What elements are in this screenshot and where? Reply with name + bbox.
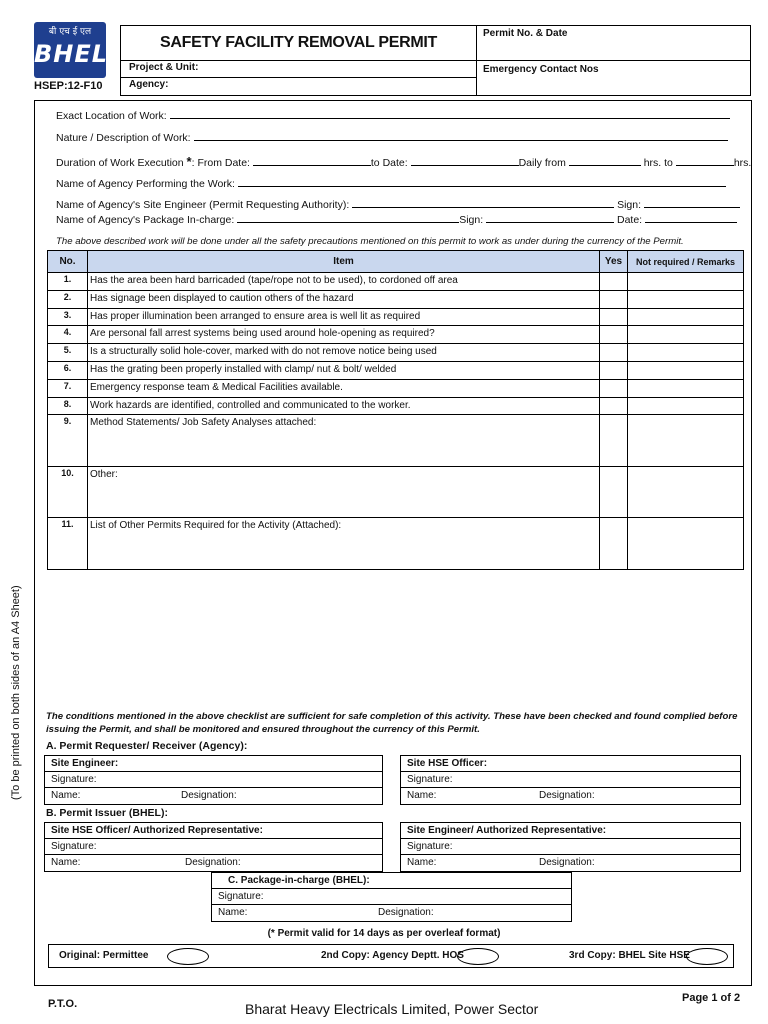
row-number: 11. [48,518,88,570]
table-row [48,344,744,362]
row-item: Is a structurally solid hole-cover, marked with do not remove notice being used [88,344,600,362]
to-date-label: to Date: [370,157,408,169]
row-number: 9. [48,415,88,467]
emergency-contact-field[interactable]: Emergency Contact Nos [483,64,599,75]
section-c-signature[interactable]: Signature: [212,889,571,905]
row-number: 4. [48,326,88,344]
table-row [48,308,744,326]
section-a-left-heading: Site Engineer: [45,756,382,772]
package-incharge-input[interactable] [237,213,459,223]
permit-no-field[interactable]: Permit No. & Date [477,26,751,61]
table-header-row [48,251,744,273]
footer-company: Bharat Heavy Electricals Limited, Power Sector [245,1001,539,1017]
date-label: Date: [616,214,643,226]
logo-mark: BHEL [34,40,109,68]
name-label: Name: [218,907,248,918]
section-a-title: A. Permit Requester/ Receiver (Agency): [46,740,248,752]
print-side-note: (To be printed on both sides of an A4 Sheet) [10,585,22,800]
copy-original-label: Original: Permittee [59,950,149,961]
row-remarks-cell[interactable] [628,308,744,326]
row-yes-cell[interactable] [600,397,628,415]
table-row [48,415,744,467]
site-engineer-label: Name of Agency's Site Engineer (Permit Requesting Authority): [56,199,350,211]
row-yes-cell[interactable] [600,273,628,291]
table-row [48,361,744,379]
section-a-left-signature[interactable]: Signature: [45,772,382,788]
exact-location-row [56,109,730,122]
nature-input[interactable] [194,131,728,141]
section-b-left-heading: Site HSE Officer/ Authorized Representative: [45,823,382,839]
row-number: 10. [48,466,88,518]
copy-third-label: 3rd Copy: BHEL Site HSE [569,950,690,961]
exact-location-label: Exact Location of Work: [56,110,167,122]
header-item: Item [88,251,600,273]
row-remarks-cell[interactable] [628,415,744,467]
row-yes-cell[interactable] [600,308,628,326]
row-number: 2. [48,290,88,308]
document-code: HSEP:12-F10 [34,80,103,92]
row-remarks-cell[interactable] [628,273,744,291]
section-b-right-signature[interactable]: Signature: [401,839,740,855]
header-table [120,25,751,96]
section-c-heading: C. Package-in-charge (BHEL): [212,873,571,889]
row-remarks-cell[interactable] [628,361,744,379]
daily-from-input[interactable] [569,156,641,166]
section-a-right-signature[interactable]: Signature: [401,772,740,788]
page-title: SAFETY FACILITY REMOVAL PERMIT [121,26,477,61]
row-item: Has the grating been properly installed with clamp/ nut & bolt/ welded [88,361,600,379]
agency-name-input[interactable] [238,177,726,187]
row-number: 7. [48,379,88,397]
copy-distribution-box [48,944,734,968]
row-yes-cell[interactable] [600,326,628,344]
agency-name-label: Name of Agency Performing the Work: [56,178,235,190]
sign2-input[interactable] [486,213,614,223]
row-number: 5. [48,344,88,362]
bhel-logo [34,22,109,78]
name-label: Name: [51,790,81,801]
designation-label: Designation: [378,907,434,918]
copy-second-checkbox[interactable] [457,948,499,965]
notice-text: The above described work will be done under all the safety precautions mentioned on this permit to work as under during the currency of the Permit. [56,236,684,247]
checklist-table [47,250,744,570]
section-a-right-heading: Site HSE Officer: [401,756,740,772]
row-yes-cell[interactable] [600,290,628,308]
exact-location-input[interactable] [170,109,730,119]
designation-label: Designation: [539,857,595,868]
row-remarks-cell[interactable] [628,518,744,570]
nature-label: Nature / Description of Work: [56,132,191,144]
section-a-left-box [44,755,383,805]
hrs-to-input[interactable] [676,156,734,166]
conditions-text: The conditions mentioned in the above checklist are sufficient for safe completion of this activity. These have been checked and found complied before issuing the Permit, and shall be monitored and ensured throughout the currency of this Permit. [46,711,738,735]
row-item: Has signage been displayed to caution others of the hazard [88,290,600,308]
hrs-to-label: hrs. to [643,157,673,169]
designation-label: Designation: [539,790,595,801]
copy-third-checkbox[interactable] [686,948,728,965]
row-yes-cell[interactable] [600,361,628,379]
row-remarks-cell[interactable] [628,379,744,397]
row-remarks-cell[interactable] [628,290,744,308]
sign1-label: Sign: [617,199,642,211]
duration-label: Duration of Work Execution [56,157,184,169]
row-yes-cell[interactable] [600,379,628,397]
section-b-left-name-row[interactable] [45,855,382,871]
name-label: Name: [407,857,437,868]
row-yes-cell[interactable] [600,518,628,570]
validity-note: (* Permit valid for 14 days as per overleaf format) [267,928,501,939]
pto-label: P.T.O. [48,998,78,1010]
designation-label: Designation: [185,857,241,868]
row-remarks-cell[interactable] [628,397,744,415]
package-incharge-label: Name of Agency's Package In-charge: [56,214,235,226]
copy-second-label: 2nd Copy: Agency Deptt. HOS [321,950,464,961]
section-a-right-box [400,755,741,805]
project-unit-field[interactable]: Project & Unit: [121,61,477,78]
row-item: Emergency response team & Medical Facilities available. [88,379,600,397]
sign2-label: Sign: [459,214,484,226]
section-a-left-name-row[interactable] [45,788,382,804]
package-incharge-row [56,213,737,226]
name-label: Name: [51,857,81,868]
section-b-right-heading: Site Engineer/ Authorized Representative: [401,823,740,839]
row-yes-cell[interactable] [600,466,628,518]
section-b-title: B. Permit Issuer (BHEL): [46,807,168,819]
logo-hindi-text: बी एच ई एल [48,27,92,37]
row-item: Other: [88,466,600,518]
site-engineer-row [56,198,740,211]
agency-name-row [56,177,726,190]
designation-label: Designation: [181,790,237,801]
header-yes: Yes [600,251,628,273]
table-row [48,518,744,570]
section-c-name-row[interactable] [212,905,571,921]
section-c-box [211,872,572,922]
site-engineer-input[interactable] [352,198,614,208]
table-row [48,379,744,397]
from-date-input[interactable] [253,156,371,166]
table-row [48,290,744,308]
row-item: Work hazards are identified, controlled and communicated to the worker. [88,397,600,415]
duration-row [56,154,751,169]
table-row [48,326,744,344]
duration-star: * [186,154,192,169]
agency-field[interactable]: Agency: [121,78,477,96]
row-item: Has proper illumination been arranged to ensure area is well lit as required [88,308,600,326]
table-row [48,397,744,415]
row-item: Are personal fall arrest systems being used around hole-opening as required? [88,326,600,344]
to-date-input[interactable] [411,156,519,166]
section-b-left-box [44,822,383,872]
date-input[interactable] [645,213,737,223]
row-remarks-cell[interactable] [628,466,744,518]
sign1-input[interactable] [644,198,740,208]
table-row [48,273,744,291]
section-b-left-signature[interactable]: Signature: [45,839,382,855]
row-yes-cell[interactable] [600,344,628,362]
name-label: Name: [407,790,437,801]
header-no: No. [48,251,88,273]
nature-row [56,131,728,144]
row-number: 6. [48,361,88,379]
row-number: 3. [48,308,88,326]
row-remarks-cell[interactable] [628,326,744,344]
from-date-label: : From Date: [191,157,250,169]
daily-from-label: Daily from [518,157,566,169]
row-number: 8. [48,397,88,415]
row-yes-cell[interactable] [600,415,628,467]
section-b-right-name-row[interactable] [401,855,740,871]
table-row [48,466,744,518]
copy-original-checkbox[interactable] [167,948,209,965]
page-number: Page 1 of 2 [682,992,741,1004]
header-remarks: Not required / Remarks [628,251,744,273]
row-item: Method Statements/ Job Safety Analyses attached: [88,415,600,467]
row-item: Has the area been hard barricaded (tape/rope not to be used), to cordoned off area [88,273,600,291]
section-a-right-name-row[interactable] [401,788,740,804]
hrs-label: hrs. [733,157,752,169]
section-b-right-box [400,822,741,872]
row-item: List of Other Permits Required for the Activity (Attached): [88,518,600,570]
row-number: 1. [48,273,88,291]
row-remarks-cell[interactable] [628,344,744,362]
